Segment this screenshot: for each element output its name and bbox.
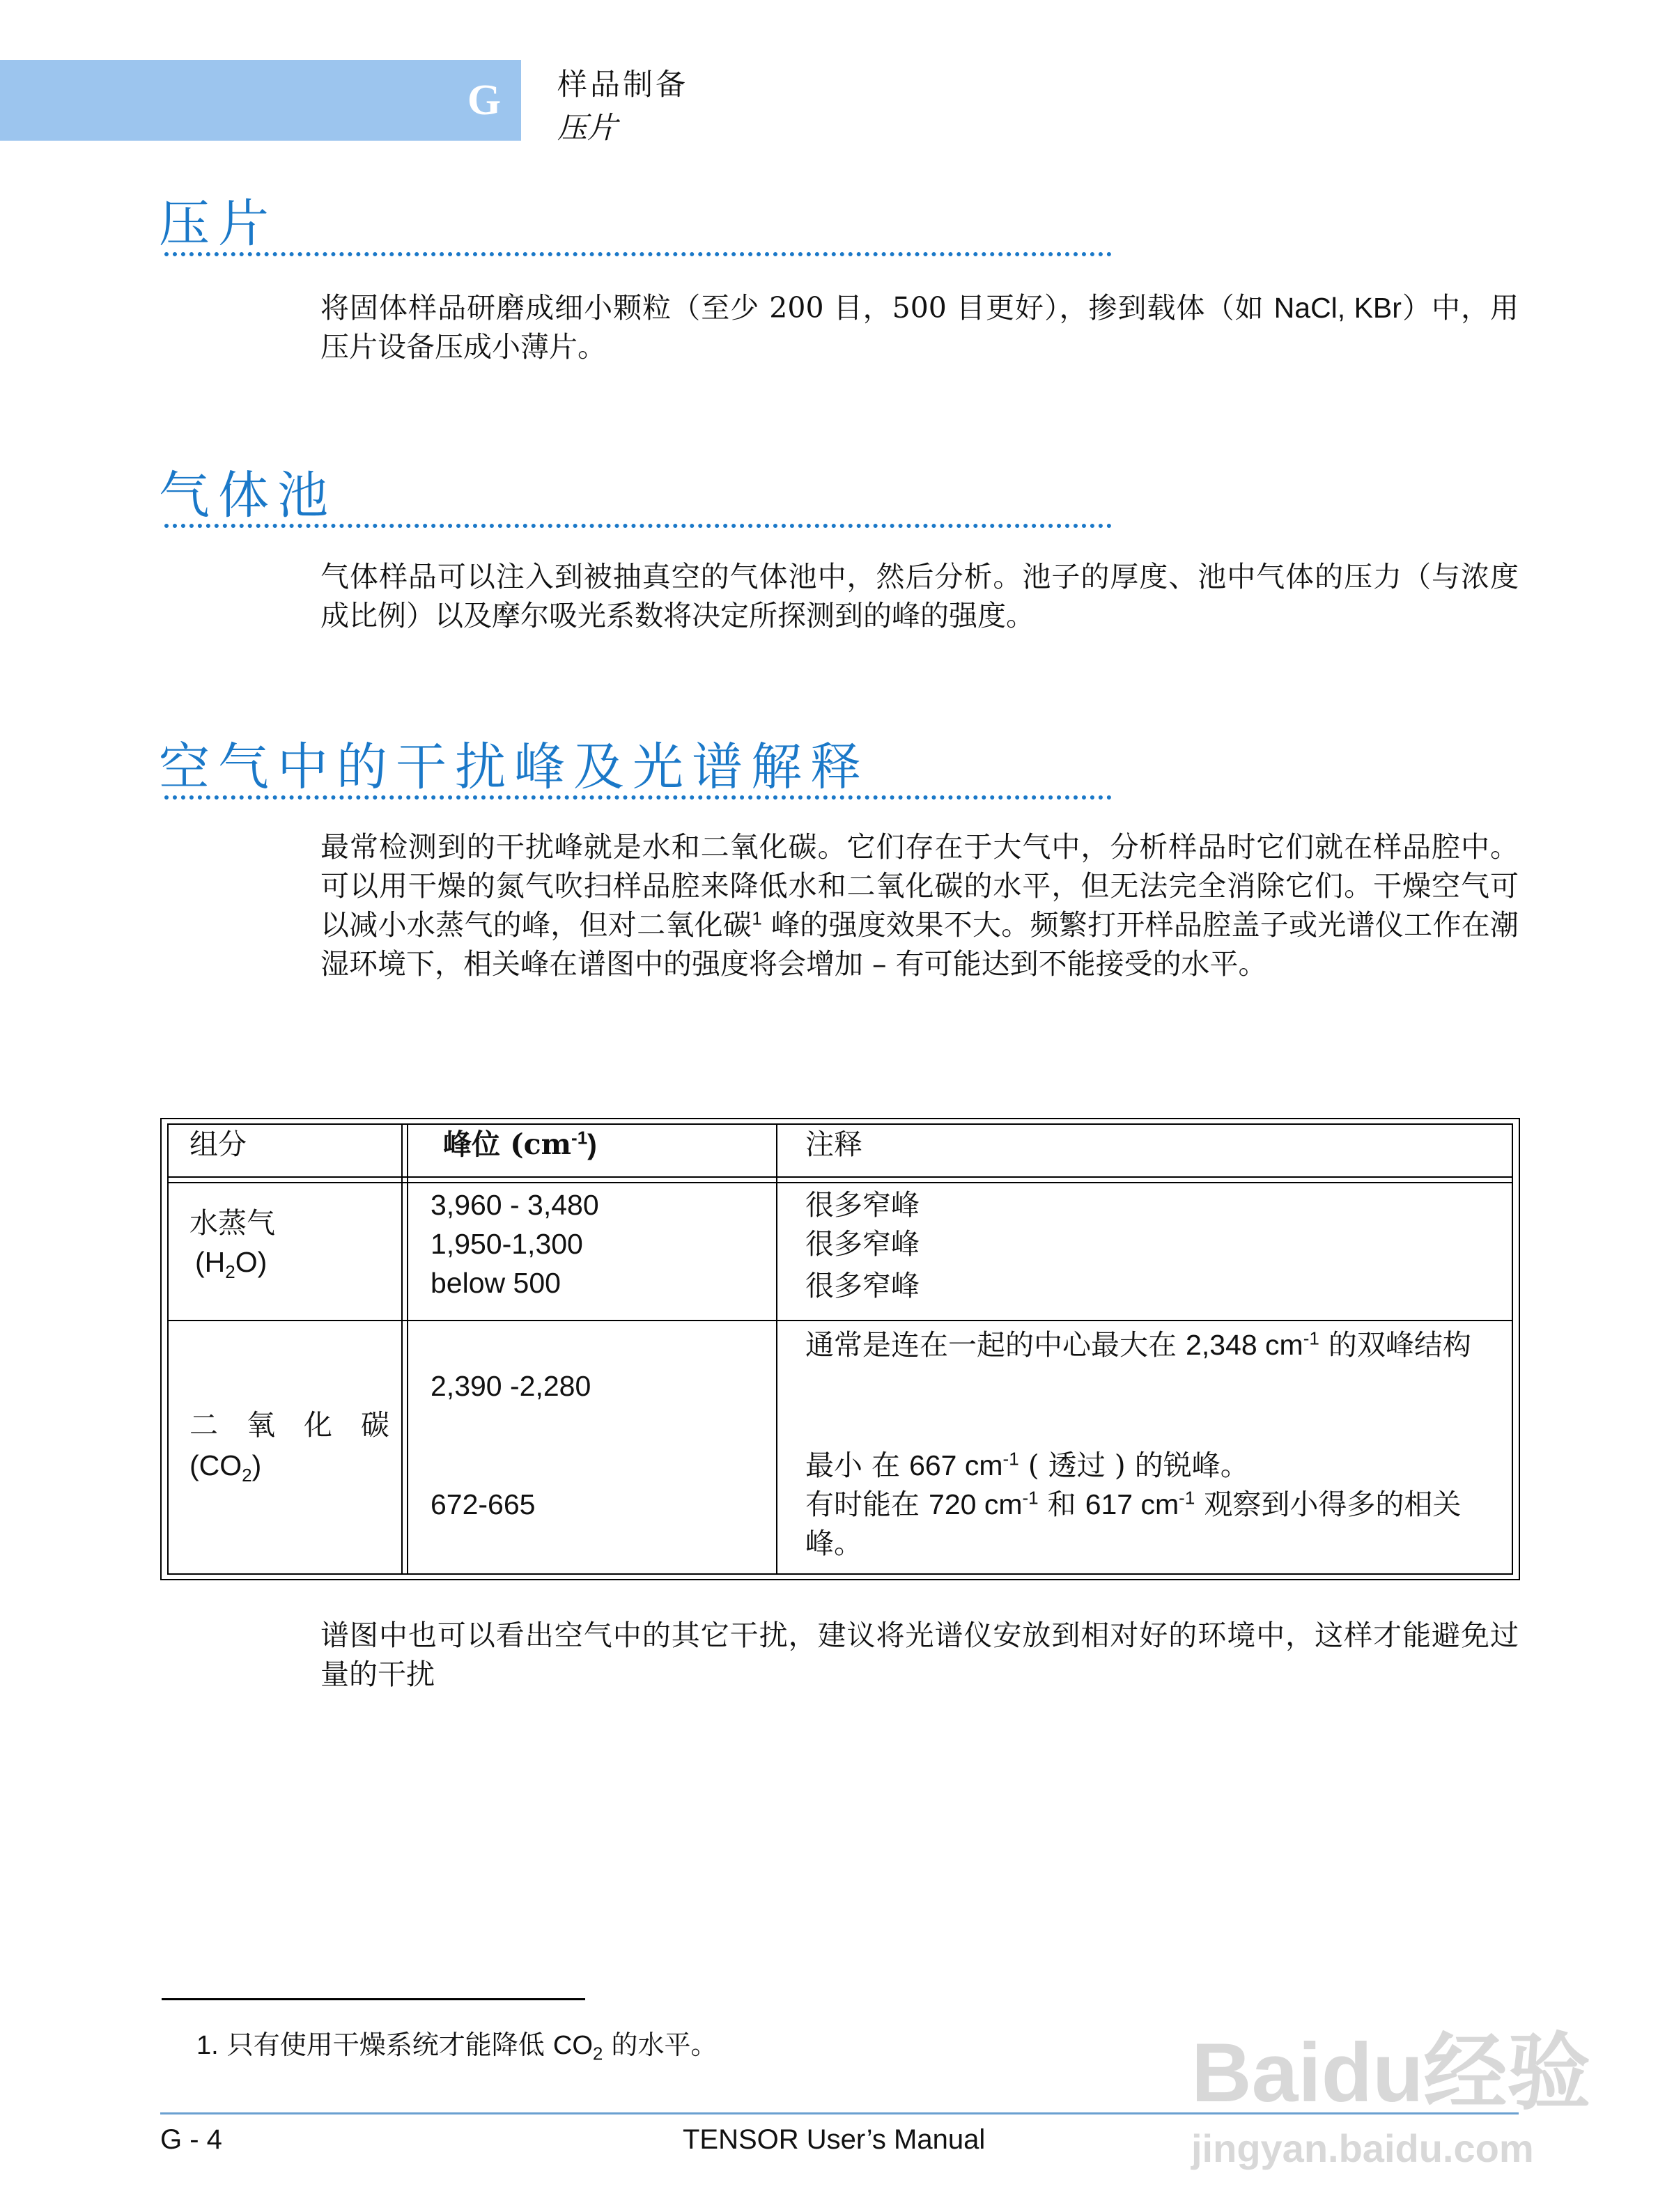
water-name: 水蒸气: [189, 1206, 275, 1240]
section-paragraph-gas-cell: 气体样品可以注入到被抽真空的气体池中，然后分析。池子的厚度、池中气体的压力（与浓度成比例）以及摩尔吸光系数将决定所探测到的峰的强度。: [320, 560, 1519, 632]
table-header-peak: 峰位 $(cm^{-1})$: [443, 1127, 597, 1161]
co2-name: 二 氧 化 碳: [189, 1408, 389, 1442]
co2-note-related: 有时能在 720 $cm^{-1}$ 和 617 $cm^{-1}$ 观察到小得多的相关峰。: [805, 1487, 1462, 1560]
footnote-mark: 1: [752, 908, 762, 929]
table-col-divider: [401, 1123, 403, 1573]
section-divider: [164, 795, 1112, 800]
section-paragraph-tablet: 将固体样品研磨成细小颗粒（至少 200 目，500 目更好），掺到载体（如 NaCl, KBr）中，用压片设备压成小薄片。: [320, 291, 1519, 364]
co2-peak: 2,390 -2,280: [431, 1370, 591, 1402]
water-note: 很多窄峰: [805, 1227, 920, 1261]
co2-formula: $(CO_2)$: [189, 1449, 262, 1486]
section-heading-gas-cell: 气体池: [159, 466, 336, 525]
closing-paragraph: 谱图中也可以看出空气中的其它干扰，建议将光谱仪安放到相对好的环境中，这样才能避免过量的干扰: [320, 1619, 1519, 1691]
co2-peak: 672-665: [431, 1488, 536, 1520]
table-col-divider: [407, 1123, 408, 1573]
table-header-rule: [167, 1176, 1512, 1178]
section-divider: [164, 252, 1112, 256]
footnote: 1. 只有使用干燥系统才能降低 $CO_2$ 的水平。: [196, 2030, 718, 2064]
table-row-divider: [167, 1320, 1512, 1321]
water-note: 很多窄峰: [805, 1269, 920, 1302]
chapter-letter: G: [467, 77, 502, 124]
section-heading-interference: 空气中的干扰峰及光谱解释: [159, 738, 869, 797]
section-divider: [164, 524, 1112, 528]
table-header-note: 注释: [805, 1128, 862, 1161]
water-peak: below 500: [431, 1267, 561, 1299]
water-note: 很多窄峰: [805, 1188, 920, 1222]
footer-rule: [160, 2112, 1519, 2114]
table-header-component: 组分: [189, 1128, 247, 1161]
water-peak: 1,950-1,300: [431, 1228, 583, 1260]
co2-note-doublet: 通常是连在一起的中心最大在 2,348 $cm^{-1}$ 的双峰结构: [805, 1327, 1471, 1362]
header-subtitle: 压片: [557, 111, 617, 146]
chapter-tab: [0, 60, 521, 141]
water-peak: 3,960 - 3,480: [431, 1189, 599, 1221]
co2-note-sharp: 最小 在 667 $cm^{-1}$ ( 透过 ) 的锐峰。: [805, 1448, 1249, 1482]
table-col-divider: [776, 1123, 777, 1573]
footnote-rule: [162, 1998, 585, 2000]
watermark-logo: Baidu经验 jingyan.baidu.com: [1191, 2026, 1591, 2170]
water-formula: $(H_2O)$: [195, 1246, 268, 1283]
section-paragraph-interference: 最常检测到的干扰峰就是水和二氧化碳。它们存在于大气中，分析样品时它们就在样品腔中。可以用干燥的氮气吹扫样品腔来降低水和二氧化碳的水平，但无法完全消除它们。干燥空气可以减小水蒸气的峰，但对二氧化碳$^1$ 峰的强度效果不大。频繁打开样品腔盖子或光谱仪工作在潮湿环境下，相关峰在谱图中的强度将会增加 – 有可能达到不能接受的水平。: [320, 830, 1519, 981]
section-heading-tablet: 压片: [159, 194, 277, 254]
header-title: 样品制备: [557, 68, 688, 102]
page-number: G - 4: [160, 2124, 222, 2155]
table-header-rule: [167, 1182, 1512, 1183]
manual-title: TENSOR User’s Manual: [683, 2124, 986, 2155]
